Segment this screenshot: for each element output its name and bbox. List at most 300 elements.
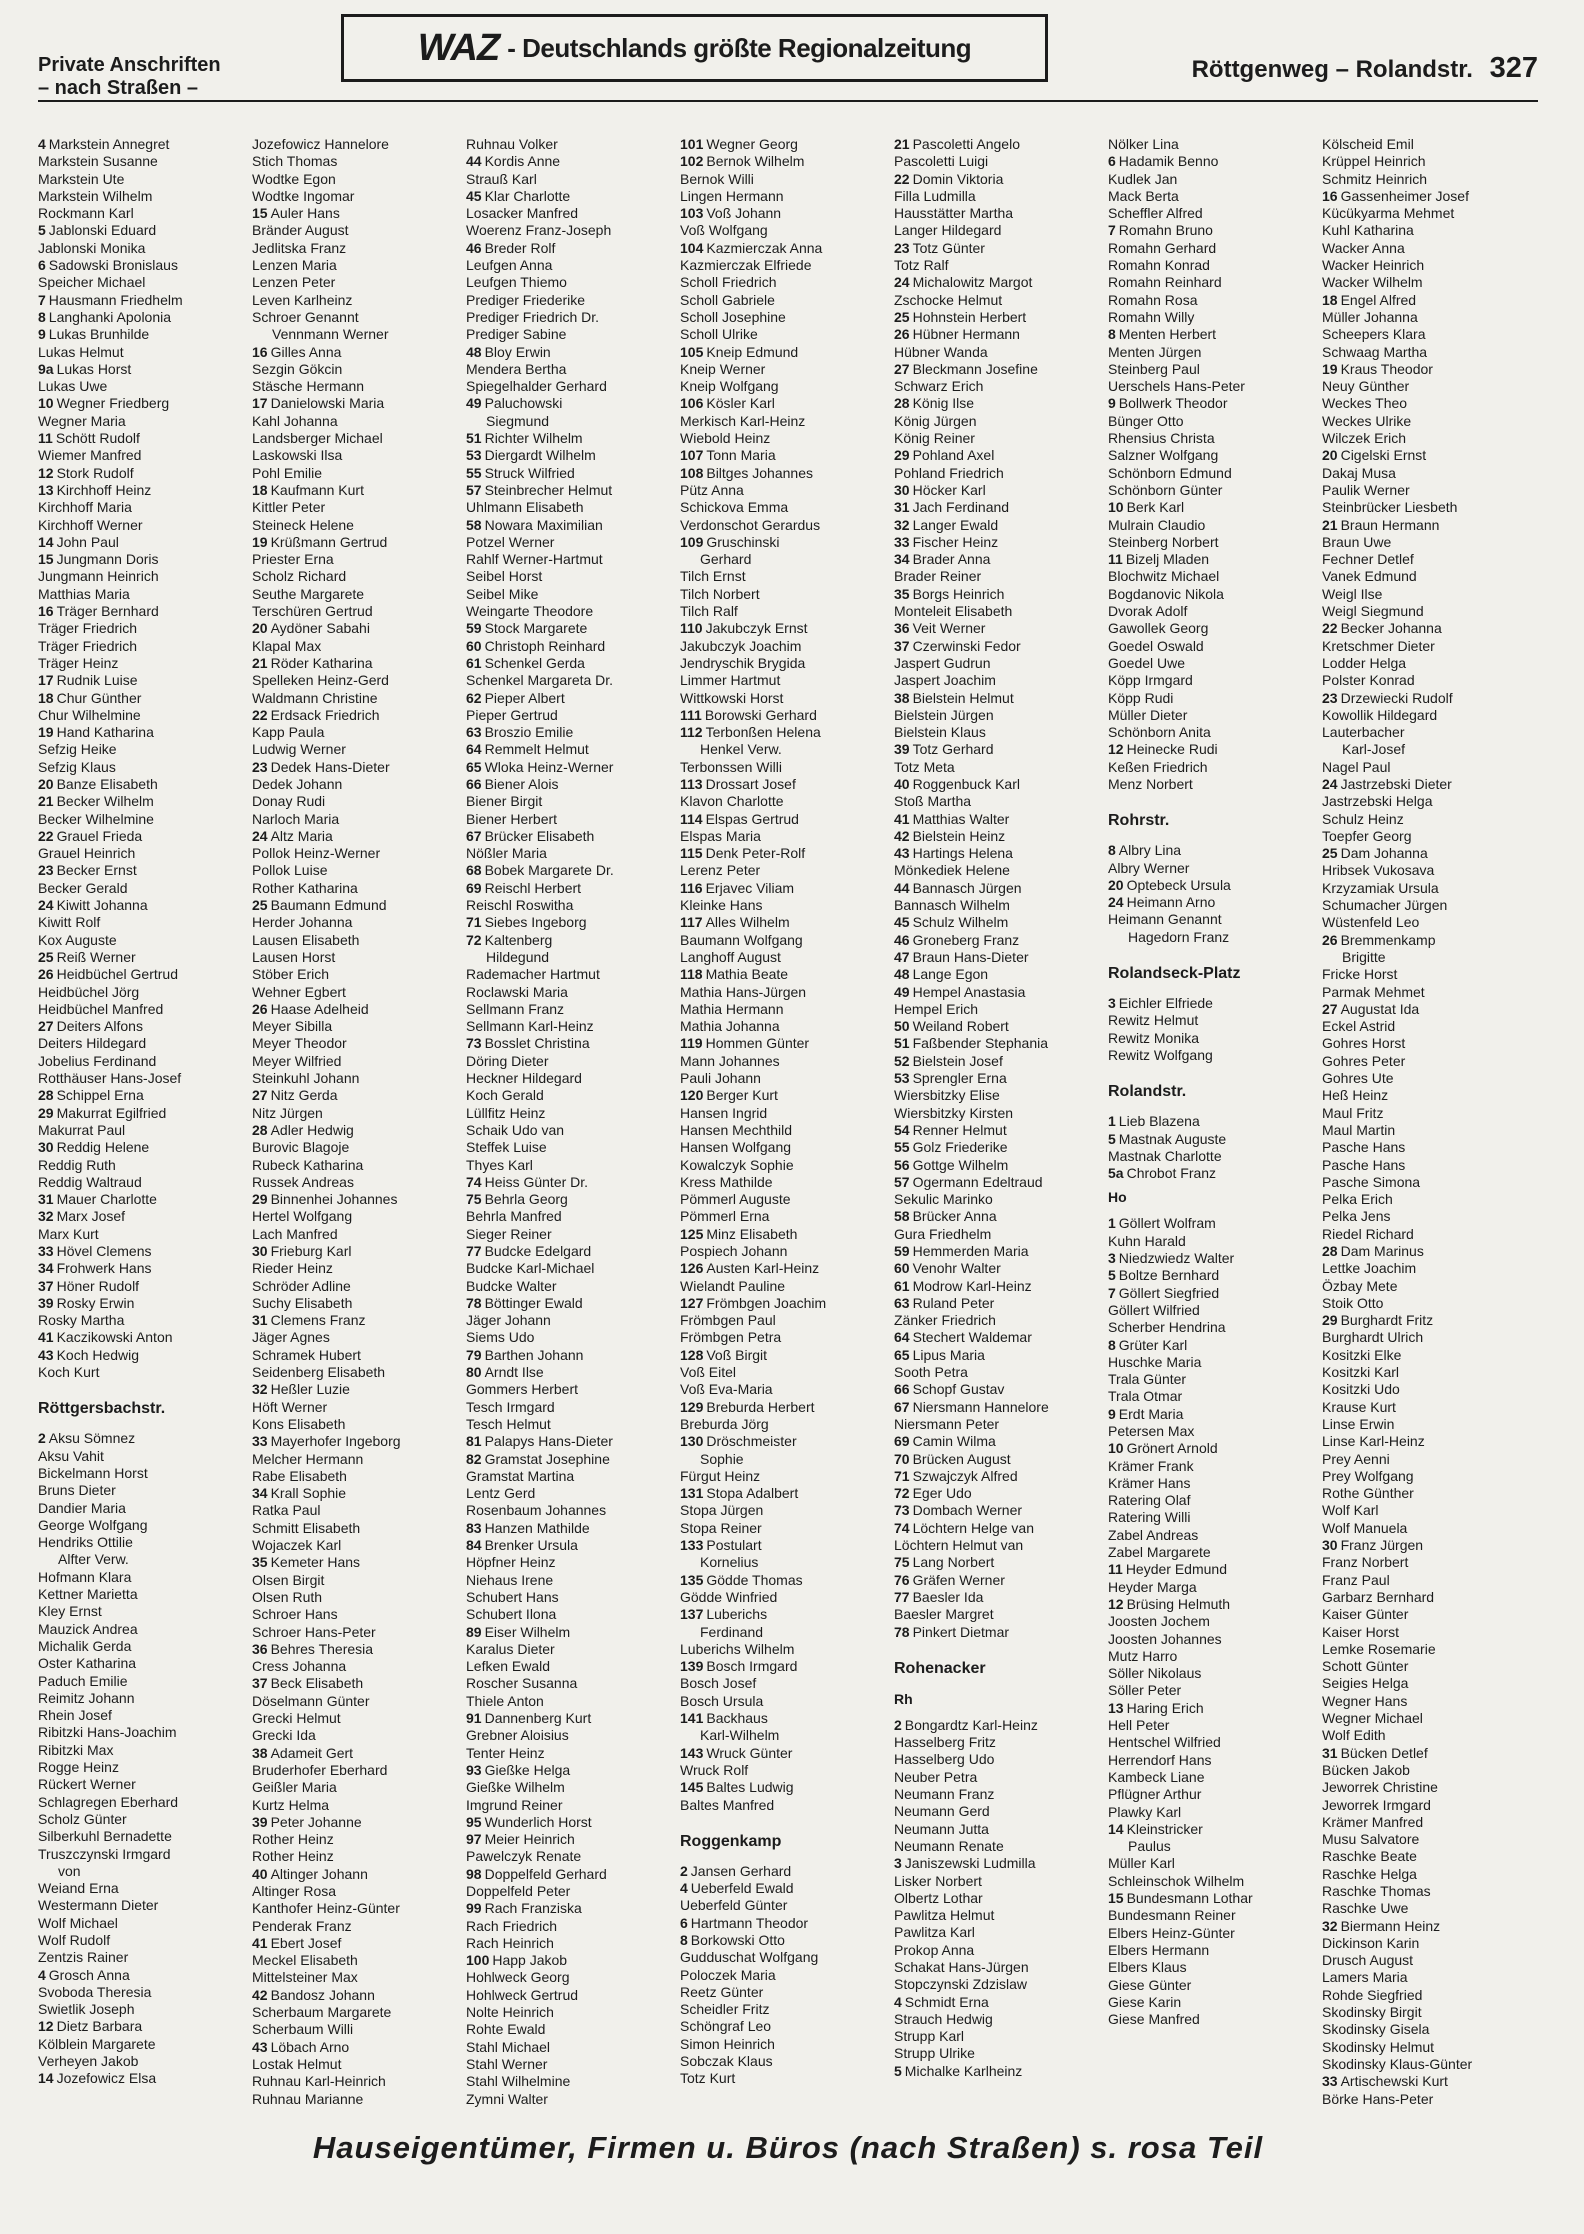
- directory-columns: [38, 136, 1536, 2108]
- resident-name: Dannenberg Kurt: [484, 1710, 592, 1727]
- resident-entry: Nagel Paul: [1322, 758, 1391, 775]
- section-title-line-2: – nach Straßen –: [38, 77, 199, 99]
- resident-name: Alles Wilhelm: [705, 914, 790, 931]
- resident-entry: Thiele Anton: [466, 1692, 544, 1709]
- resident-entry: Köpp Rudi: [1108, 689, 1174, 706]
- resident-entry: [680, 1880, 894, 1897]
- house-number: 58: [894, 1208, 910, 1225]
- resident-entry: Pömmerl Auguste: [680, 1191, 791, 1208]
- resident-entry: [680, 914, 894, 931]
- resident-entry: Wolf Karl: [1322, 1502, 1379, 1519]
- house-number: 120: [680, 1087, 704, 1104]
- resident-name: Bollwerk Theodor: [1118, 395, 1228, 412]
- resident-entry: [680, 1915, 894, 1932]
- resident-entry: [466, 1364, 680, 1381]
- resident-entry: Russek Andreas: [252, 1173, 354, 1190]
- house-number: 3: [894, 1855, 902, 1872]
- house-number: 32: [252, 1381, 268, 1398]
- house-number: 6: [1108, 153, 1116, 170]
- resident-entry: Dickinson Karin: [1322, 1934, 1420, 1951]
- resident-entry: Lamers Maria: [1322, 1969, 1408, 1986]
- resident-entry: Cress Johanna: [252, 1658, 347, 1675]
- house-number: 2: [894, 1716, 902, 1733]
- entry-continuation: Alfter Verw.: [58, 1551, 129, 1568]
- resident-entry: Strauß Karl: [466, 170, 537, 187]
- resident-name: Langhanki Apolonia: [48, 308, 172, 325]
- house-number: 36: [894, 620, 910, 637]
- resident-name: Heiss Günter Dr.: [484, 1173, 589, 1190]
- resident-name: Siebes Ingeborg: [484, 914, 587, 931]
- resident-name: Augustat Ida: [1340, 1000, 1420, 1017]
- resident-entry: [38, 1260, 252, 1277]
- house-number: 130: [680, 1433, 704, 1450]
- resident-entry: Doppelfeld Peter: [466, 1882, 571, 1899]
- house-number: 32: [38, 1208, 54, 1225]
- resident-entry: [252, 655, 466, 672]
- resident-entry: Stahl Wilhelmine: [466, 2073, 571, 2090]
- resident-entry: Ratering Willi: [1108, 1509, 1191, 1526]
- resident-entry: Wiemer Manfred: [38, 447, 142, 464]
- resident-entry: [38, 966, 252, 983]
- resident-name: Träger Bernhard: [56, 603, 159, 620]
- house-number: 18: [38, 689, 54, 706]
- resident-entry: Steineck Helene: [252, 516, 354, 533]
- resident-entry: Wehner Egbert: [252, 983, 346, 1000]
- resident-entry: Skodinsky Gisela: [1322, 2021, 1430, 2038]
- house-number: 78: [894, 1623, 910, 1640]
- house-number: 24: [1322, 775, 1338, 792]
- house-number: 43: [252, 2038, 268, 2055]
- resident-name: Czerwinski Fedor: [912, 637, 1021, 654]
- house-number: 31: [38, 1191, 54, 1208]
- resident-name: Kaltenberg: [484, 931, 553, 948]
- entry-continuation: Gerhard: [700, 551, 752, 568]
- resident-entry: Tesch Irmgard: [466, 1398, 555, 1415]
- resident-entry: Kositzki Elke: [1322, 1346, 1402, 1363]
- resident-entry: [680, 1485, 894, 1502]
- resident-entry: [38, 949, 252, 966]
- resident-name: Cigelski Ernst: [1340, 447, 1427, 464]
- resident-entry: Koch Gerald: [466, 1087, 544, 1104]
- resident-name: Struck Wilfried: [484, 464, 575, 481]
- resident-entry: Bücken Jakob: [1322, 1761, 1410, 1778]
- resident-entry: Schöngraf Leo: [680, 2018, 772, 2035]
- resident-entry: Stahl Michael: [466, 2038, 551, 2055]
- resident-entry: Gohres Horst: [1322, 1035, 1406, 1052]
- resident-entry: Steffek Luise: [466, 1139, 547, 1156]
- resident-name: Aydöner Sabahi: [270, 620, 370, 637]
- resident-entry: [894, 240, 1108, 257]
- resident-entry: Pohland Friedrich: [894, 464, 1004, 481]
- resident-entry: Kaiser Horst: [1322, 1623, 1400, 1640]
- resident-name: Kazmierczak Anna: [706, 239, 823, 256]
- resident-entry: Kurtz Helma: [252, 1796, 330, 1813]
- house-number: 49: [894, 983, 910, 1000]
- resident-entry: [252, 1087, 466, 1104]
- house-number: 34: [894, 551, 910, 568]
- resident-entry: [38, 603, 252, 620]
- resident-entry: [894, 1174, 1108, 1191]
- resident-entry: Stich Thomas: [252, 153, 338, 170]
- resident-entry: Jendryschik Brygida: [680, 654, 806, 671]
- house-number: 63: [466, 724, 482, 741]
- resident-entry: Wiersbitzky Kirsten: [894, 1104, 1014, 1121]
- resident-entry: Gramstat Martina: [466, 1467, 575, 1484]
- resident-name: Budcke Edelgard: [484, 1243, 592, 1259]
- house-number: 20: [1108, 876, 1124, 893]
- resident-entry: Grebner Aloisius: [466, 1727, 569, 1744]
- directory-column: [894, 136, 1108, 2108]
- resident-entry: [252, 205, 466, 222]
- house-number: 29: [38, 1104, 54, 1121]
- resident-entry: Rach Friedrich: [466, 1917, 558, 1934]
- resident-name: Christoph Reinhard: [484, 637, 606, 654]
- resident-entry: [1108, 877, 1322, 894]
- resident-entry: Pasche Hans: [1322, 1139, 1406, 1156]
- resident-name: Drossart Josef: [705, 775, 796, 792]
- resident-name: Biltges Johannes: [706, 464, 813, 481]
- resident-entry: Döring Dieter: [466, 1052, 549, 1069]
- house-number: 62: [466, 689, 482, 706]
- house-number: 76: [894, 1571, 910, 1588]
- resident-entry: [466, 1952, 680, 1969]
- resident-name: Hövel Clemens: [56, 1243, 152, 1259]
- resident-entry: Schönborn Günter: [1108, 481, 1223, 498]
- resident-entry: Chur Wilhelmine: [38, 706, 141, 723]
- house-number: 18: [1322, 291, 1338, 308]
- resident-entry: Rotthäuser Hans-Josef: [38, 1070, 182, 1087]
- resident-entry: [466, 395, 680, 412]
- resident-entry: [38, 793, 252, 810]
- resident-name: Austen Karl-Heinz: [706, 1260, 820, 1277]
- resident-name: Barthen Johann: [484, 1346, 584, 1363]
- resident-entry: [894, 638, 1108, 655]
- resident-entry: Giese Karin: [1108, 1993, 1182, 2010]
- resident-entry: Olsen Ruth: [252, 1588, 323, 1605]
- resident-entry: Elbers Klaus: [1108, 1959, 1187, 1976]
- resident-entry: [680, 811, 894, 828]
- resident-name: Makurrat Egilfried: [56, 1104, 167, 1121]
- resident-entry: Scholl Ulrike: [680, 326, 758, 343]
- resident-entry: Schroer Hans-Peter: [252, 1623, 376, 1640]
- resident-entry: Pollok Luise: [252, 862, 328, 879]
- resident-entry: Hohlweck Georg: [466, 1969, 570, 1986]
- resident-name: Heimann Arno: [1126, 894, 1216, 911]
- house-number: 20: [38, 775, 54, 792]
- resident-entry: Seigies Helga: [1322, 1675, 1409, 1692]
- resident-name: Szwajczyk Alfred: [912, 1467, 1018, 1484]
- resident-entry: Kudlek Jan: [1108, 170, 1178, 187]
- resident-entry: [894, 741, 1108, 758]
- house-number: 39: [894, 741, 910, 758]
- resident-entry: Limmer Hartmut: [680, 672, 781, 689]
- resident-entry: Geißler Maria: [252, 1779, 337, 1796]
- resident-name: Heinecke Rudi: [1126, 741, 1218, 758]
- resident-name: Weiland Robert: [912, 1018, 1009, 1035]
- house-number: 29: [894, 447, 910, 464]
- resident-name: Lipus Maria: [912, 1346, 985, 1363]
- resident-entry: Burovic Blagoje: [252, 1139, 350, 1156]
- resident-name: Palapys Hans-Dieter: [484, 1433, 613, 1450]
- resident-entry: Roscher Susanna: [466, 1675, 578, 1692]
- resident-entry: Bränder August: [252, 222, 349, 239]
- resident-entry: [680, 1226, 894, 1243]
- resident-entry: [894, 1053, 1108, 1070]
- resident-name: Bobek Margarete Dr.: [484, 862, 614, 879]
- resident-entry: Heyder Marga: [1108, 1578, 1197, 1595]
- resident-entry: [466, 1191, 680, 1208]
- resident-entry: Sellmann Karl-Heinz: [466, 1018, 594, 1035]
- resident-entry: [466, 1831, 680, 1848]
- resident-entry: Ribitzki Hans-Joachim: [38, 1724, 177, 1741]
- resident-entry: [1108, 326, 1322, 343]
- resident-entry: Raschke Thomas: [1322, 1882, 1431, 1899]
- resident-entry: [252, 1001, 466, 1018]
- resident-entry: Jastrzebski Helga: [1322, 793, 1433, 810]
- resident-entry: Menz Norbert: [1108, 775, 1193, 792]
- entry-continuation: Hildegund: [486, 948, 550, 965]
- resident-name: Banze Elisabeth: [56, 775, 158, 792]
- resident-entry: [1108, 995, 1322, 1012]
- resident-name: Grosch Anna: [48, 1966, 130, 1983]
- resident-name: Bosslet Christina: [484, 1035, 590, 1052]
- resident-entry: Kapp Paula: [252, 724, 325, 741]
- resident-entry: Stoik Otto: [1322, 1294, 1384, 1311]
- house-number: 38: [894, 689, 910, 706]
- resident-entry: Weckes Ulrike: [1322, 412, 1412, 429]
- resident-name: Paluchowski: [484, 395, 563, 412]
- resident-entry: Jozefowicz Hannelore: [252, 136, 389, 152]
- house-number: 46: [466, 239, 482, 256]
- house-number: 41: [38, 1329, 54, 1346]
- resident-entry: Strupp Ulrike: [894, 2045, 975, 2062]
- resident-name: Chrobot Franz: [1126, 1165, 1217, 1182]
- resident-entry: Deiters Hildegard: [38, 1035, 147, 1052]
- resident-name: Braun Hans-Dieter: [912, 948, 1029, 965]
- resident-entry: [680, 1745, 894, 1762]
- resident-entry: [1108, 894, 1322, 911]
- resident-name: Ebert Josef: [270, 1934, 342, 1951]
- resident-entry: Mönkediek Helene: [894, 862, 1010, 879]
- resident-entry: Waldmann Christine: [252, 689, 378, 706]
- house-number: 8: [1108, 326, 1116, 343]
- house-number: 42: [894, 827, 910, 844]
- resident-entry: [466, 1174, 680, 1191]
- resident-entry: Scholz Günter: [38, 1810, 127, 1827]
- resident-entry: Rach Heinrich: [466, 1934, 554, 1951]
- resident-entry: Plawky Karl: [1108, 1803, 1182, 1820]
- resident-entry: Frömbgen Paul: [680, 1312, 776, 1329]
- resident-entry: Seibel Horst: [466, 568, 543, 585]
- house-number: 22: [38, 827, 54, 844]
- resident-entry: [466, 482, 680, 499]
- resident-entry: Riedel Richard: [1322, 1225, 1414, 1242]
- resident-entry: Rother Katharina: [252, 879, 358, 896]
- resident-entry: Langhoff August: [680, 948, 781, 965]
- resident-entry: Seidenberg Elisabeth: [252, 1364, 386, 1381]
- resident-entry: Lisker Norbert: [894, 1872, 982, 1889]
- house-number: 51: [466, 430, 482, 447]
- house-number: 30: [1322, 1537, 1338, 1554]
- resident-name: Tonn Maria: [706, 447, 776, 464]
- resident-entry: [1108, 1700, 1322, 1717]
- resident-entry: [466, 862, 680, 879]
- resident-entry: [252, 482, 466, 499]
- resident-entry: [252, 1433, 466, 1450]
- resident-entry: Brader Reiner: [894, 568, 982, 585]
- resident-entry: [1322, 2073, 1536, 2090]
- resident-entry: Hansen Wolfgang: [680, 1139, 792, 1156]
- house-number: 75: [894, 1554, 910, 1571]
- resident-entry: Sobczak Klaus: [680, 2053, 773, 2070]
- resident-entry: Schulz Heinz: [1322, 810, 1404, 827]
- resident-entry: Lingen Hermann: [680, 187, 784, 204]
- resident-entry: [38, 1295, 252, 1312]
- resident-name: Kemeter Hans: [270, 1554, 361, 1571]
- resident-name: Altz Maria: [270, 827, 333, 844]
- resident-entry: Mathia Hermann: [680, 1000, 784, 1017]
- resident-entry: Fricke Horst: [1322, 966, 1398, 983]
- resident-entry: [1108, 1267, 1322, 1284]
- resident-entry: [680, 136, 894, 153]
- house-number: 14: [38, 2070, 54, 2087]
- house-number: 108: [680, 464, 704, 481]
- street-heading: Rolandseck-Platz: [1108, 965, 1241, 983]
- house-number: 97: [466, 1831, 482, 1848]
- resident-entry: Rockmann Karl: [38, 205, 134, 222]
- resident-entry: Jablonski Monika: [38, 239, 146, 256]
- resident-entry: Wüstenfeld Leo: [1322, 914, 1420, 931]
- house-number: 5: [38, 222, 46, 239]
- resident-entry: Grecki Ida: [252, 1727, 316, 1744]
- house-number: 25: [38, 948, 54, 965]
- resident-entry: Heidbüchel Manfred: [38, 1000, 164, 1017]
- resident-entry: Wiebold Heinz: [680, 430, 771, 447]
- resident-entry: Weigl Siegmund: [1322, 603, 1424, 620]
- resident-entry: [1108, 395, 1322, 412]
- resident-entry: [1108, 1406, 1322, 1423]
- house-number: 4: [38, 136, 46, 152]
- house-number: 102: [680, 153, 704, 170]
- resident-entry: Pömmerl Erna: [680, 1208, 770, 1225]
- resident-name: Brücker Elisabeth: [484, 827, 595, 844]
- resident-name: Broszio Emilie: [484, 724, 574, 741]
- resident-name: Minz Elisabeth: [706, 1225, 798, 1242]
- resident-entry: Bogdanovic Nikola: [1108, 585, 1224, 602]
- house-number: 34: [252, 1485, 268, 1502]
- house-number: 84: [466, 1537, 482, 1554]
- resident-entry: Kirchhoff Maria: [38, 499, 132, 516]
- resident-entry: Nölker Lina: [1108, 136, 1179, 152]
- resident-entry: [894, 811, 1108, 828]
- house-number: 21: [38, 793, 54, 810]
- resident-name: Stock Margarete: [484, 620, 588, 637]
- resident-entry: [38, 1967, 252, 1984]
- house-number: 25: [894, 308, 910, 325]
- house-number: 60: [466, 637, 482, 654]
- resident-entry: Heß Heinz: [1322, 1087, 1389, 1104]
- resident-entry: [894, 586, 1108, 603]
- house-number: 116: [680, 879, 703, 896]
- resident-entry: Prediger Sabine: [466, 326, 567, 343]
- resident-entry: Frömbgen Petra: [680, 1329, 782, 1346]
- resident-name: Engel Alfred: [1340, 291, 1417, 308]
- resident-entry: Thyes Karl: [466, 1156, 533, 1173]
- street-range: Röttgenweg – Rolandstr.: [1191, 56, 1473, 83]
- resident-entry: [1108, 1250, 1322, 1267]
- resident-entry: Niehaus Irene: [466, 1571, 554, 1588]
- resident-name: Gramstat Josephine: [484, 1450, 610, 1467]
- resident-entry: Reddig Ruth: [38, 1156, 116, 1173]
- resident-entry: Schmitz Heinrich: [1322, 170, 1428, 187]
- resident-entry: [252, 897, 466, 914]
- resident-entry: Sefzig Klaus: [38, 758, 116, 775]
- street-heading: Roggenkamp: [680, 1832, 782, 1850]
- resident-entry: Uerschels Hans-Peter: [1108, 378, 1245, 395]
- resident-entry: Göllert Wilfried: [1108, 1301, 1200, 1318]
- resident-entry: Stopczynski Zdzislaw: [894, 1976, 1028, 1993]
- resident-entry: Reetz Günter: [680, 1983, 764, 2000]
- house-number: 74: [466, 1173, 482, 1190]
- resident-entry: [894, 1329, 1108, 1346]
- house-number: 5a: [1108, 1165, 1124, 1182]
- resident-name: Pinkert Dietmar: [912, 1623, 1010, 1640]
- resident-entry: [894, 1572, 1108, 1589]
- resident-entry: Bannasch Wilhelm: [894, 897, 1010, 914]
- resident-entry: Kölblein Margarete: [38, 2035, 156, 2052]
- resident-entry: Rother Heinz: [252, 1831, 334, 1848]
- resident-entry: [1108, 153, 1322, 170]
- house-number: 118: [680, 966, 703, 983]
- house-number: 39: [38, 1294, 54, 1311]
- resident-entry: Scheidler Fritz: [680, 2001, 770, 2018]
- resident-entry: Pieper Gertrud: [466, 706, 558, 723]
- resident-entry: Pohl Emilie: [252, 464, 323, 481]
- resident-entry: Lausen Elisabeth: [252, 931, 360, 948]
- resident-entry: Woerenz Franz-Joseph: [466, 222, 612, 239]
- resident-entry: Kirchhoff Werner: [38, 516, 143, 533]
- resident-name: Denk Peter-Rolf: [705, 845, 806, 862]
- resident-name: Borgs Heinrich: [912, 585, 1005, 602]
- house-number: 91: [466, 1710, 482, 1727]
- house-number: 23: [894, 239, 910, 256]
- resident-entry: Neumann Jutta: [894, 1820, 989, 1837]
- resident-entry: Nößler Maria: [466, 845, 547, 862]
- resident-entry: Pelka Jens: [1322, 1208, 1391, 1225]
- resident-entry: Herder Johanna: [252, 914, 353, 931]
- resident-entry: Pawlitza Karl: [894, 1924, 975, 1941]
- resident-name: Michalowitz Margot: [912, 274, 1033, 291]
- resident-entry: [680, 1260, 894, 1277]
- house-number: 15: [1108, 1890, 1124, 1907]
- resident-entry: [1108, 551, 1322, 568]
- resident-entry: [680, 1087, 894, 1104]
- resident-entry: Bruns Dieter: [38, 1482, 116, 1499]
- house-number: 111: [680, 706, 702, 723]
- house-number: 93: [466, 1761, 482, 1778]
- resident-entry: Scheepers Klara: [1322, 326, 1426, 343]
- resident-name: Aksu Sömnez: [48, 1430, 136, 1447]
- resident-entry: Herrendorf Hans: [1108, 1751, 1212, 1768]
- resident-name: Kirchhoff Heinz: [56, 481, 152, 498]
- resident-name: Baumann Edmund: [270, 897, 387, 914]
- resident-entry: Breburda Jörg: [680, 1415, 769, 1432]
- resident-name: Schött Rudolf: [55, 430, 140, 447]
- resident-name: Schmidt Erna: [904, 1993, 989, 2010]
- resident-entry: [894, 620, 1108, 637]
- resident-name: Totz Günter: [912, 239, 985, 256]
- house-number: 24: [252, 827, 268, 844]
